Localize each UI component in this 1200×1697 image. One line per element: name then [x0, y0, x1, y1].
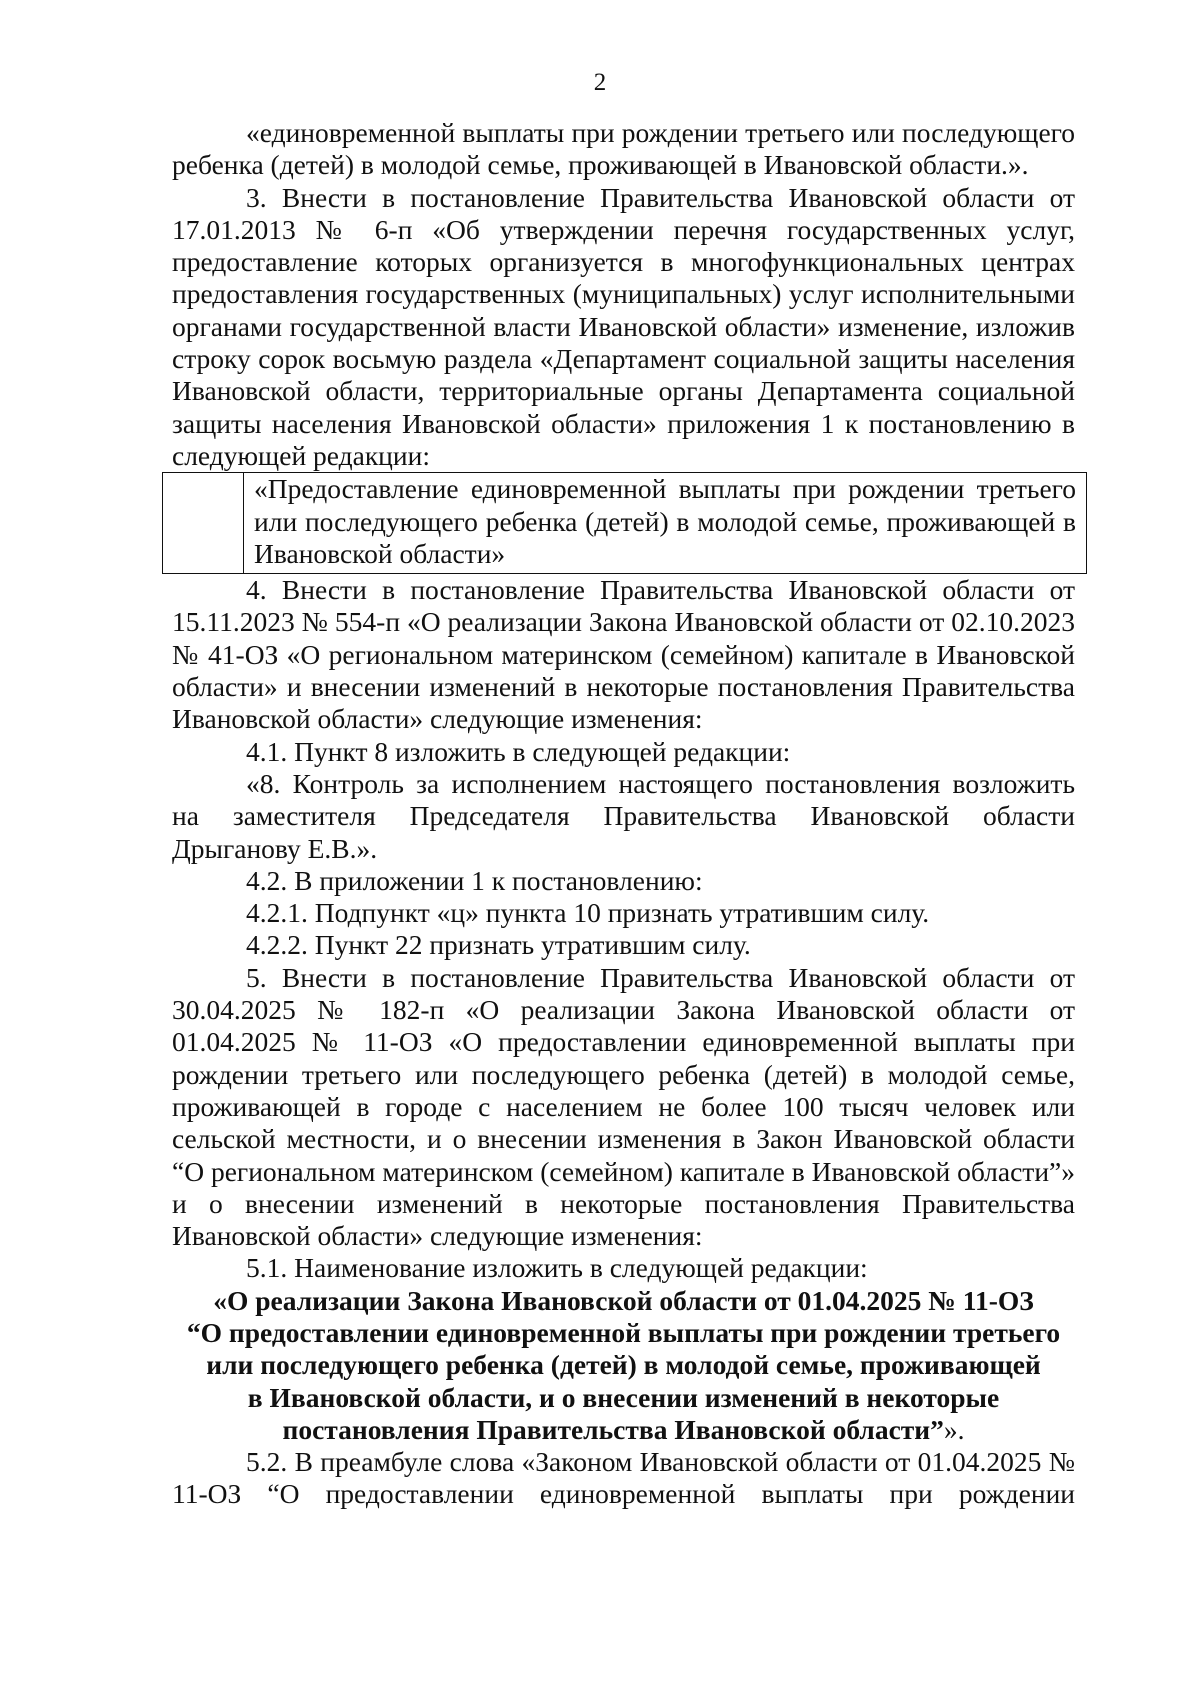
paragraph-3: 3. Внести в постановление Правительства Ивановской области от 17.01.2013 № 6-п «Об утверждении перечня государственных услуг, предоставление которых организуется в многофункциональных центрах предоставления государственных (муниципальных) услуг исполнительными органами государственной власти Ивановской области» изменение, изложив строку сорок восьмую раздела «Департамент социальной защиты населения Ивановской области, территориальные органы Департамента социальной защиты населения Ивановской области» приложения 1 к постановлению в следующей редакции: [172, 181, 1075, 471]
table-cell-service: «Предоставление единовременной выплаты при рождении третьего или последующего ребенка (детей) в молодой семье, проживающей в Ивановской области» [244, 473, 1087, 574]
document-body [172, 117, 1075, 1511]
paragraph-4-1: 4.1. Пункт 8 изложить в следующей редакции: [246, 735, 791, 767]
paragraph-5-2: 5.2. В преамбуле слова «Законом Ивановской области от 01.04.2025 № 11-ОЗ “О предоставлении единовременной выплаты при рождении [172, 1446, 1075, 1510]
paragraph-continuation: «единовременной выплаты при рождении третьего или последующего ребенка (детей) в молодой семье, проживающей в Ивановской области.». [172, 117, 1075, 181]
table-row [163, 473, 1087, 574]
bold-title-line: «О реализации Закона Ивановской области от 01.04.2025 № 11-ОЗ [213, 1284, 1034, 1316]
paragraph-4-2: 4.2. В приложении 1 к постановлению: [246, 864, 703, 896]
paragraph-4-2-1: 4.2.1. Подпункт «ц» пункта 10 признать утратившим силу. [246, 897, 930, 929]
paragraph-5-1: 5.1. Наименование изложить в следующей редакции: [246, 1252, 868, 1284]
bold-title-tail: ». [943, 1413, 965, 1445]
bold-title-line: постановления Правительства Ивановской области” [282, 1413, 944, 1445]
paragraph-4-1-text: «8. Контроль за исполнением настоящего постановления возложить на заместителя Председателя Правительства Ивановской области Дрыганову Е.В.». [172, 767, 1075, 864]
bold-title-line: или последующего ребенка (детей) в молодой семье, проживающей [206, 1349, 1041, 1381]
paragraph-5: 5. Внести в постановление Правительства Ивановской области от 30.04.2025 № 182-п «О реализации Закона Ивановской области от 01.04.2025 № 11-ОЗ «О предоставлении единовременной выплаты при рождении третьего или последующего ребенка (детей) в молодой семье, проживающей в городе с населением не более 100 тысяч человек или сельской местности, и о внесении изменения в Закон Ивановской области “О региональном материнском (семейном) капитале в Ивановской области”» и о внесении изменений в некоторые постановления Правительства Ивановской области» следующие изменения: [172, 961, 1075, 1252]
paragraph-4: 4. Внести в постановление Правительства Ивановской области от 15.11.2023 № 554-п «О реализации Закона Ивановской области от 02.10.2023 № 41-ОЗ «О региональном материнском (семейном) капитале в Ивановской области» и внесении изменений в некоторые постановления Правительства Ивановской области» следующие изменения: [172, 574, 1075, 735]
page-number: 2 [593, 69, 607, 96]
bold-title-line: “О предоставлении единовременной выплаты при рождении третьего [186, 1316, 1061, 1348]
bold-title-line: в Ивановской области, и о внесении изменений в некоторые [247, 1381, 1000, 1413]
bold-title-last-line [172, 1414, 1075, 1446]
bold-title-block [172, 1285, 1075, 1446]
paragraph-4-2-2: 4.2.2. Пункт 22 признать утратившим силу. [246, 929, 751, 961]
table-cell-number [163, 473, 244, 574]
service-table [162, 472, 1087, 574]
